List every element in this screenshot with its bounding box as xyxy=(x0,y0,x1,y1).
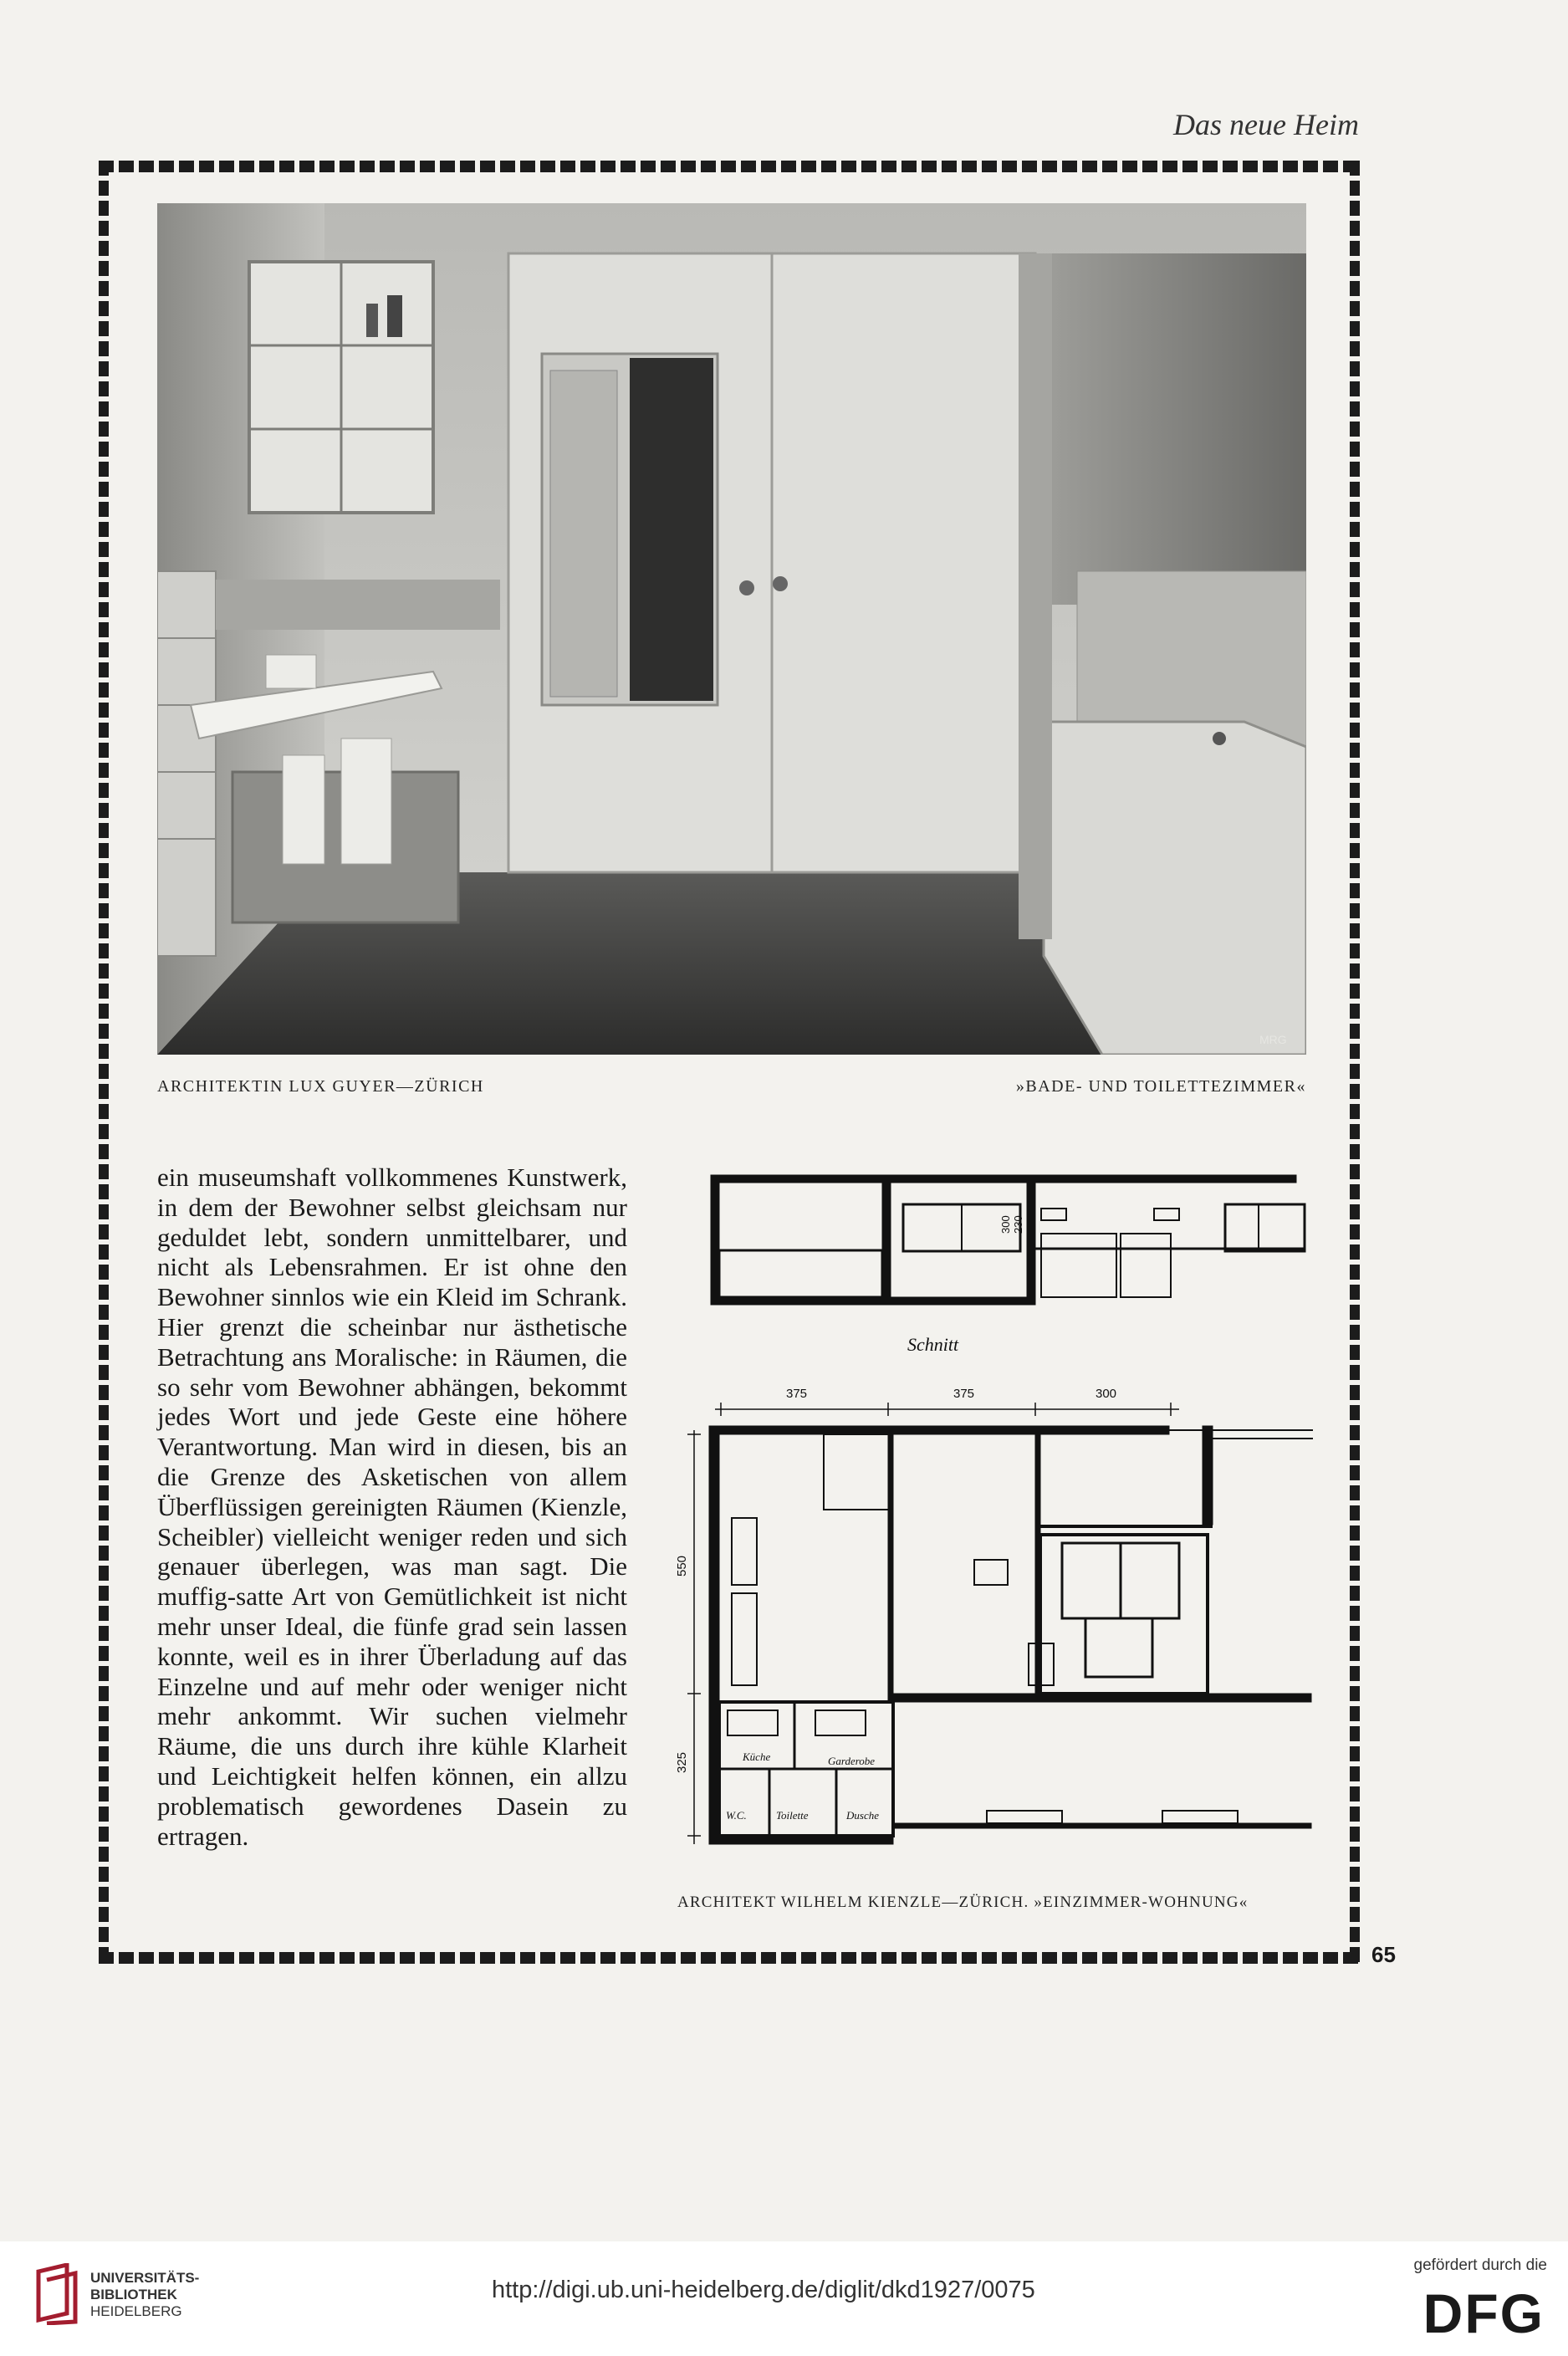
body-text: ein museumshaft vollkommenes Kunstwerk, in dem der Bewohner selbst gleichsam nur geduldet lebt, sondern unmittelbarer, und nicht als Lebensrahmen. Er ist ohne den Bewohner sinnlos wie ein Kleid im Schrank. Hier grenzt die scheinbar nur ästhetische Betrachtung ans Moralische: in Räumen, die so sehr vom Bewohner abhängen, bekommt jedes Wort und jede Geste eine höhere Verantwortung. Man wird in diesen, bis an die Grenze des Asketischen von allem Überflüssigen gereinigten Räumen (Kienzle, Scheibler) vielleicht weniger reden und sich genauer überlegen, was man sagt. Die muffig-satte Art von Gemütlichkeit ist nicht mehr unser Ideal, die fünfe grad sein lassen konnte, weil es in ihrer Überladung auf das Einzelne und auf mehr oder weniger nicht mehr ankommt. Wir suchen vielmehr Räume, die uns durch ihre kühle Klarheit und Leichtigkeit helfen können, ein allzu problematisch gewordenes Dasein zu ertragen. xyxy=(157,1163,627,1851)
border-bottom xyxy=(99,1952,1360,1964)
bathroom-photograph xyxy=(157,203,1306,1055)
section-label: Schnitt xyxy=(907,1334,959,1355)
photo-caption-title: »BADE- UND TOILETTEZIMMER« xyxy=(1015,1077,1306,1096)
photo-caption-architect: ARCHITEKTIN LUX GUYER—ZÜRICH xyxy=(157,1077,484,1096)
floor-plans xyxy=(669,1158,1313,1878)
plan-dim-top-2: 375 xyxy=(953,1387,975,1401)
room-label-kueche: Küche xyxy=(743,1750,771,1763)
photo-monogram: MRG xyxy=(1259,1033,1287,1046)
dfg-logo: DFG xyxy=(1422,2282,1545,2344)
funding-note: gefördert durch die xyxy=(1413,2256,1547,2274)
source-url-link[interactable]: http://digi.ub.uni-heidelberg.de/diglit/dkd1927/0075 xyxy=(492,2277,1035,2303)
room-label-toilette: Toilette xyxy=(776,1809,809,1822)
library-line-1: UNIVERSITÄTS- xyxy=(90,2270,200,2286)
plan-drawing xyxy=(687,1403,1313,1844)
library-logo-icon xyxy=(33,2263,80,2325)
running-head: Das neue Heim xyxy=(1173,108,1359,141)
border-top xyxy=(99,161,1360,172)
section-dim-1: 300 xyxy=(999,1215,1012,1234)
room-label-dusche: Dusche xyxy=(846,1809,879,1822)
plan-dim-top-3: 300 xyxy=(1096,1387,1117,1401)
library-line-2: BIBLIOTHEK xyxy=(90,2287,177,2302)
plan-caption: ARCHITEKT WILHELM KIENZLE—ZÜRICH. »EINZIMMER-WOHNUNG« xyxy=(677,1893,1249,1911)
border-left xyxy=(99,161,109,1964)
plan-dim-side-2: 325 xyxy=(675,1751,689,1773)
room-label-wc: W.C. xyxy=(726,1809,747,1822)
plan-dim-side-1: 550 xyxy=(675,1555,689,1577)
border-right xyxy=(1350,161,1360,1964)
library-line-3: HEIDELBERG xyxy=(90,2303,182,2319)
room-label-garderobe: Garderobe xyxy=(828,1755,876,1767)
page-number: 65 xyxy=(1371,1942,1396,1967)
plan-dim-top-1: 375 xyxy=(786,1387,808,1401)
section-drawing xyxy=(711,1175,1305,1305)
section-dim-2: 230 xyxy=(1012,1215,1024,1234)
library-name xyxy=(90,2270,199,2320)
